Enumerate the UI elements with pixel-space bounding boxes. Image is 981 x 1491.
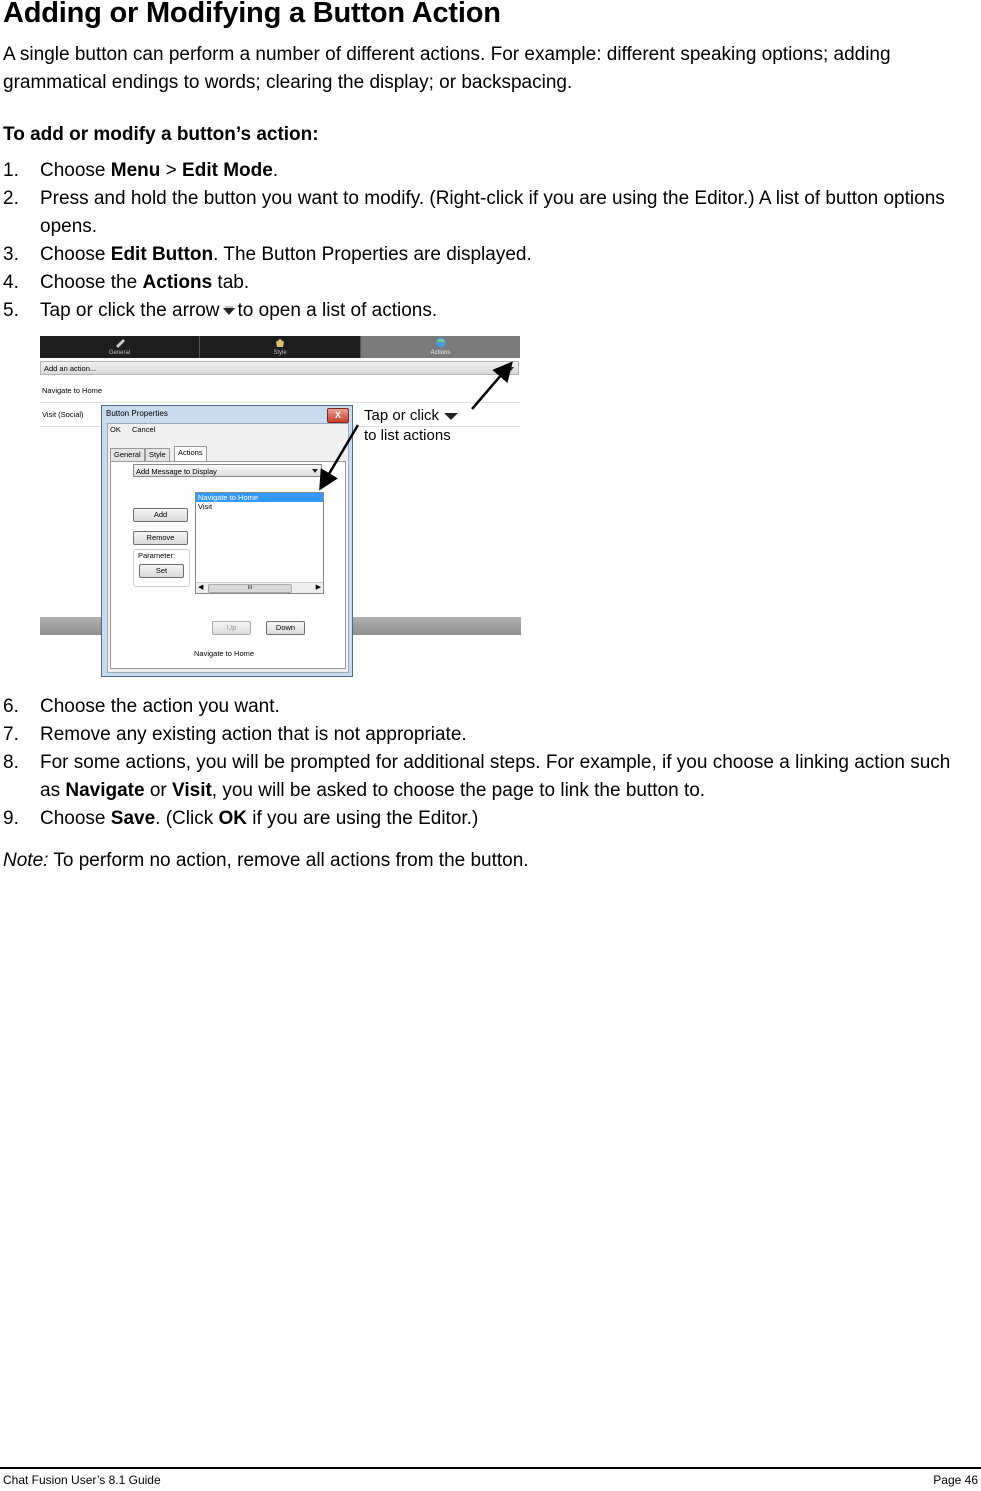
arrow-to-add-action bbox=[472, 367, 508, 409]
callout-line: Tap or click bbox=[364, 407, 440, 424]
step-number: 5. bbox=[3, 300, 19, 321]
step-item bbox=[3, 805, 953, 833]
step-text: Choose the bbox=[40, 272, 143, 293]
step-text: > bbox=[160, 160, 183, 181]
button-properties-screenshot bbox=[40, 336, 521, 678]
page-title: Adding or Modifying a Button Action bbox=[3, 0, 501, 29]
step-number: 7. bbox=[3, 724, 19, 745]
step-number: 2. bbox=[3, 188, 19, 209]
step-text: Press and hold the button you want to modify. (Right-click if you are using the Editor.) A list of button options opens. bbox=[40, 188, 945, 237]
step-bold: Visit bbox=[172, 780, 212, 801]
tab-label: General bbox=[108, 350, 131, 356]
note-paragraph bbox=[3, 847, 529, 875]
dialog-title: Button Properties bbox=[106, 409, 168, 418]
footer-page-number: Page 46 bbox=[933, 1473, 978, 1487]
step-item bbox=[3, 269, 953, 297]
step-bold: OK bbox=[218, 808, 247, 829]
callout-arrows bbox=[40, 336, 521, 678]
arrow-to-dialog-combo bbox=[323, 425, 358, 484]
step-text: if you are using the Editor.) bbox=[246, 808, 479, 829]
add-button[interactable]: Add bbox=[133, 508, 188, 522]
dropdown-arrow-icon bbox=[222, 306, 236, 316]
tab-actions[interactable]: Actions bbox=[174, 446, 207, 462]
list-item[interactable]: Navigate to Home bbox=[196, 493, 323, 502]
footer-guide-title: Chat Fusion User’s 8.1 Guide bbox=[3, 1473, 161, 1487]
action-type-value: Add Message to Display bbox=[136, 467, 217, 476]
note-label: Note: bbox=[3, 850, 49, 871]
step-bold: Navigate bbox=[65, 780, 145, 801]
step-text: . (Click bbox=[155, 808, 219, 829]
step-text: , you will be asked to choose the page to link the button to. bbox=[211, 780, 706, 801]
tab-label: Actions bbox=[430, 350, 451, 356]
step-text: tab. bbox=[212, 272, 250, 293]
step-item bbox=[3, 185, 953, 241]
step-text: Remove any existing action that is not appropriate. bbox=[40, 724, 467, 745]
intro-paragraph: A single button can perform a number of different actions. For example: different speaking options; adding grammatical endings to words; clearing the display; or backspacing. bbox=[3, 44, 891, 93]
step-item bbox=[3, 157, 953, 185]
step-item bbox=[3, 693, 953, 721]
tab-style[interactable]: Style bbox=[145, 448, 170, 461]
tab-general[interactable]: General bbox=[110, 448, 145, 461]
down-button[interactable]: Down bbox=[266, 621, 305, 635]
steps-list-2 bbox=[3, 693, 953, 833]
set-button[interactable]: Set bbox=[139, 564, 184, 578]
up-button[interactable]: Up bbox=[212, 621, 251, 635]
scroll-thumb[interactable]: III bbox=[208, 584, 292, 593]
step-number: 6. bbox=[3, 696, 19, 717]
step-item bbox=[3, 749, 953, 805]
step-bold: Edit Button bbox=[110, 244, 214, 265]
status-text: Navigate to Home bbox=[194, 649, 255, 658]
step-bold: Edit Mode bbox=[182, 160, 273, 181]
procedure-heading: To add or modify a button’s action: bbox=[3, 124, 319, 145]
step-item bbox=[3, 297, 953, 325]
parameter-label: Parameter: bbox=[138, 551, 176, 560]
ok-menu-item[interactable]: OK bbox=[110, 425, 121, 434]
step-text: Choose bbox=[40, 160, 111, 181]
scroll-left-icon[interactable]: ◀ bbox=[198, 584, 204, 591]
step-text: Choose bbox=[40, 244, 111, 265]
note-text: To perform no action, remove all actions from the button. bbox=[48, 850, 529, 871]
step-text: Choose the action you want. bbox=[40, 696, 280, 717]
step-text: . The Button Properties are displayed. bbox=[213, 244, 532, 265]
step-text: For some actions, you will be prompted for additional steps. For example, if you choose a linking action such as bbox=[40, 752, 951, 801]
step-item bbox=[3, 241, 953, 269]
step-text: or bbox=[144, 780, 173, 801]
step-bold: Menu bbox=[110, 160, 161, 181]
tab-label: Style bbox=[273, 350, 287, 356]
step-bold: Save bbox=[110, 808, 156, 829]
step-number: 9. bbox=[3, 808, 19, 829]
step-number: 1. bbox=[3, 160, 19, 181]
cancel-menu-item[interactable]: Cancel bbox=[131, 425, 156, 434]
step-number: 4. bbox=[3, 272, 19, 293]
remove-button[interactable]: Remove bbox=[133, 531, 188, 545]
step-text: Choose bbox=[40, 808, 111, 829]
action-row[interactable]: Visit (Social) bbox=[42, 410, 84, 419]
step-bold: Actions bbox=[142, 272, 213, 293]
step-number: 8. bbox=[3, 752, 19, 773]
add-action-label: Add an action... bbox=[44, 364, 97, 373]
step-text: to open a list of actions. bbox=[237, 300, 438, 321]
step-text: . bbox=[272, 160, 279, 181]
step-number: 3. bbox=[3, 244, 19, 265]
step-text: Tap or click the arrow bbox=[40, 300, 220, 321]
action-row[interactable]: Navigate to Home bbox=[42, 386, 103, 395]
list-item[interactable]: Visit bbox=[198, 502, 213, 511]
steps-list-1 bbox=[3, 157, 953, 325]
scroll-right-icon[interactable]: ▶ bbox=[315, 584, 321, 591]
step-item bbox=[3, 721, 953, 749]
callout-line: to list actions bbox=[364, 427, 451, 444]
close-button[interactable]: X bbox=[327, 408, 349, 423]
footer-divider bbox=[0, 1467, 981, 1469]
